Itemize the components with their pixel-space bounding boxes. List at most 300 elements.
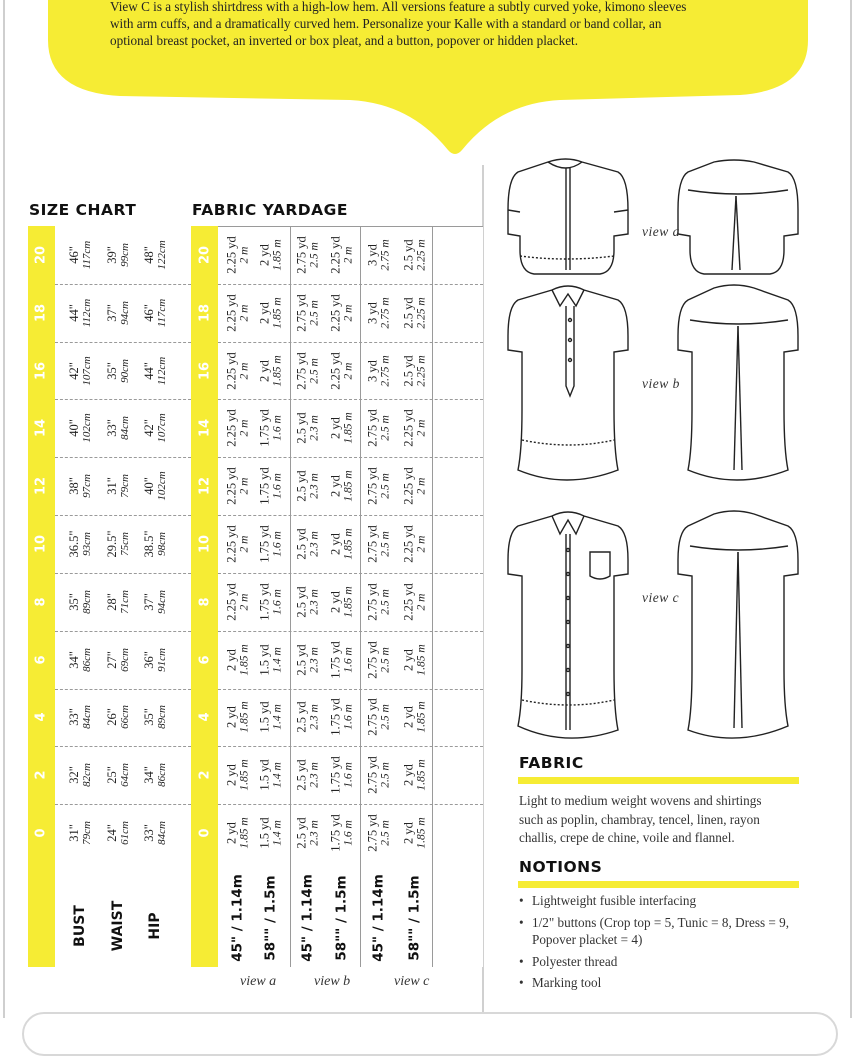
size-yardage-table bbox=[28, 226, 483, 967]
yardage-yards: 2.25 yd bbox=[224, 583, 239, 621]
measurement-cm: 69cm bbox=[118, 647, 131, 672]
yardage-cell bbox=[259, 410, 284, 448]
yardage-cell bbox=[330, 586, 355, 617]
measurement-cm: 64cm bbox=[118, 763, 131, 788]
yardage-meters: 2.25 m bbox=[415, 297, 427, 329]
row-divider bbox=[55, 689, 191, 690]
row-divider bbox=[55, 284, 191, 285]
measurement-inches: 48" bbox=[141, 246, 156, 264]
yardage-yards: 2 yd bbox=[401, 706, 416, 729]
view-divider bbox=[432, 226, 433, 967]
measurement-cm: 117cm bbox=[80, 240, 93, 270]
measurement-inches: 38.5" bbox=[141, 530, 156, 558]
measurement-inches: 39" bbox=[104, 246, 119, 264]
yardage-cell bbox=[403, 297, 428, 328]
yardage-yards: 2.25 yd bbox=[224, 409, 239, 448]
measurement-cell bbox=[106, 706, 131, 730]
yardage-cell bbox=[226, 644, 251, 675]
fabric-yardage-heading: FABRIC YARDAGE bbox=[192, 201, 348, 219]
yardage-yards: 2.25 yd bbox=[401, 409, 416, 448]
yardage-meters: 2.3 m bbox=[308, 531, 320, 557]
size-number: 8 bbox=[33, 597, 49, 607]
measurement-inches: 31" bbox=[66, 824, 81, 842]
yardage-yards: 2.25 yd bbox=[224, 236, 239, 274]
yardage-yards: 1.5 yd bbox=[257, 817, 272, 849]
fabric-width-label: 58"" / 1.5m bbox=[333, 875, 350, 961]
yardage-yards: 1.75 yd bbox=[328, 814, 343, 852]
yardage-cell bbox=[296, 294, 321, 332]
measurement-inches: 37" bbox=[104, 303, 119, 322]
notions-item: • 1/2" buttons (Crop top = 5, Tunic = 8, Dress = 9, Popover placket = 4) bbox=[519, 914, 809, 949]
notions-item: • Polyester thread bbox=[519, 953, 809, 971]
yardage-yards: 2.75 yd bbox=[365, 698, 380, 737]
view-b-back-illustration bbox=[678, 285, 798, 480]
measurement-inches: 25" bbox=[104, 766, 119, 785]
yardage-meters: 2.75 m bbox=[379, 239, 391, 271]
yardage-size-number: 18 bbox=[197, 303, 213, 322]
notions-rule bbox=[518, 881, 799, 888]
yardage-meters: 2.75 m bbox=[379, 354, 391, 387]
yardage-yards: 2.25 yd bbox=[401, 583, 416, 621]
yardage-cell bbox=[259, 355, 284, 386]
measurement-cm: 90cm bbox=[118, 358, 131, 383]
intro-line: with arm cuffs, and a dramatically curved hem. Personalize your Kalle with a standard or band collar, an bbox=[110, 16, 662, 31]
yardage-meters: 1.6 m bbox=[342, 762, 354, 789]
measurement-cell bbox=[106, 531, 131, 558]
yardage-cell bbox=[330, 699, 355, 737]
measurement-cell bbox=[143, 298, 168, 327]
yardage-size-number: 16 bbox=[197, 361, 213, 380]
measurement-cm: 71cm bbox=[118, 589, 131, 614]
intro-line: optional breast pocket, an inverted or box pleat, and a button, popover or hidden placket. bbox=[110, 33, 579, 48]
measurement-inches: 42" bbox=[66, 361, 81, 380]
measurement-cm: 94cm bbox=[118, 300, 131, 325]
size-number: 16 bbox=[33, 361, 49, 380]
measurement-cm: 94cm bbox=[155, 589, 168, 614]
yardage-yards: 2.75 yd bbox=[365, 525, 380, 563]
measurement-cell bbox=[143, 240, 168, 269]
view-b-label: view b bbox=[314, 974, 351, 989]
row-divider bbox=[55, 399, 191, 400]
yardage-meters: 1.85 m bbox=[271, 354, 283, 387]
size-number: 2 bbox=[33, 770, 49, 780]
measurement-cell bbox=[68, 356, 93, 385]
yardage-yards: 3 yd bbox=[365, 243, 380, 266]
yardage-yards: 1.75 yd bbox=[257, 525, 272, 563]
measurement-cell bbox=[106, 763, 131, 787]
yardage-yards: 1.5 yd bbox=[257, 701, 272, 734]
measurement-cm: 117cm bbox=[155, 298, 168, 327]
yardage-yards: 2.5 yd bbox=[294, 528, 309, 560]
measurement-cell bbox=[68, 590, 93, 614]
view-b-front-illustration bbox=[508, 286, 628, 480]
fabric-width-label: 45" / 1.14m bbox=[370, 874, 387, 962]
size-number: 18 bbox=[33, 303, 49, 322]
yardage-meters: 1.85 m bbox=[415, 643, 427, 676]
row-divider bbox=[218, 457, 483, 458]
yardage-meters: 2.25 m bbox=[415, 354, 427, 387]
view-a-label: view a bbox=[240, 974, 277, 989]
view-a-back-illustration bbox=[678, 160, 798, 274]
yardage-cell bbox=[226, 410, 251, 448]
yardage-cell bbox=[367, 699, 392, 737]
yardage-cell bbox=[330, 471, 355, 502]
row-divider bbox=[218, 226, 483, 227]
yardage-size-number: 0 bbox=[197, 828, 213, 838]
measurement-inches: 33" bbox=[66, 708, 81, 727]
row-divider bbox=[55, 631, 191, 632]
yardage-size-number: 4 bbox=[197, 712, 213, 722]
measurement-cm: 84cm bbox=[118, 416, 131, 441]
garment-view-a-label: view a bbox=[642, 224, 680, 239]
yardage-yards: 2 yd bbox=[224, 822, 239, 845]
notions-heading: NOTIONS bbox=[519, 858, 603, 876]
yardage-yards: 2 yd bbox=[401, 648, 416, 671]
yardage-yards: 2.75 yd bbox=[294, 236, 309, 274]
measurement-inches: 46" bbox=[66, 246, 81, 264]
row-divider bbox=[218, 573, 483, 574]
yardage-meters: 2 m bbox=[415, 477, 427, 495]
yardage-yards: 2 yd bbox=[401, 822, 416, 845]
yardage-cell bbox=[259, 583, 284, 621]
yardage-cell bbox=[296, 586, 321, 617]
measurement-inches: 36.5" bbox=[66, 530, 81, 558]
yardage-size-number: 6 bbox=[197, 655, 213, 665]
yardage-yards: 2.25 yd bbox=[328, 351, 343, 390]
fabric-width-label: 45" / 1.14m bbox=[229, 874, 246, 962]
yardage-size-number: 10 bbox=[197, 534, 213, 554]
yardage-cell bbox=[259, 239, 284, 270]
yardage-cell bbox=[403, 410, 428, 448]
yardage-cell bbox=[296, 528, 321, 559]
measurement-cell bbox=[143, 414, 168, 443]
yardage-meters: 2.25 m bbox=[415, 239, 427, 271]
yardage-yards: 1.75 yd bbox=[328, 756, 343, 795]
row-divider bbox=[218, 689, 483, 690]
yardage-meters: 2.5 m bbox=[308, 357, 320, 384]
yardage-yards: 2.5 yd bbox=[294, 586, 309, 618]
yardage-cell bbox=[403, 644, 428, 675]
yardage-yards: 2 yd bbox=[328, 417, 343, 440]
yardage-meters: 2.5 m bbox=[308, 242, 320, 268]
yardage-yards: 1.75 yd bbox=[328, 698, 343, 737]
yardage-meters: 2.5 m bbox=[379, 646, 391, 673]
yardage-meters: 1.85 m bbox=[342, 586, 354, 618]
measurement-cm: 84cm bbox=[155, 821, 168, 845]
yardage-yards: 1.75 yd bbox=[328, 640, 343, 679]
yardage-cell bbox=[367, 355, 392, 386]
yardage-yards: 2.75 yd bbox=[365, 814, 380, 852]
yardage-cell bbox=[259, 817, 284, 848]
measurement-cell bbox=[106, 416, 131, 440]
measurement-cm: 93cm bbox=[80, 532, 93, 556]
measurement-cell bbox=[106, 648, 131, 672]
yardage-yards: 2.75 yd bbox=[365, 640, 380, 679]
yardage-cell bbox=[330, 641, 355, 679]
measurement-inches: 27" bbox=[104, 650, 119, 669]
yardage-cell bbox=[226, 525, 251, 563]
measurement-inches: 26" bbox=[104, 708, 119, 727]
measurement-cell bbox=[106, 359, 131, 383]
measurement-inches: 42" bbox=[141, 419, 156, 438]
yardage-meters: 2.5 m bbox=[379, 762, 391, 789]
yardage-cell bbox=[330, 294, 355, 332]
yardage-meters: 1.6 m bbox=[271, 473, 283, 499]
yardage-cell bbox=[367, 757, 392, 795]
yardage-cell bbox=[330, 757, 355, 795]
yardage-cell bbox=[367, 297, 392, 328]
yardage-meters: 2 m bbox=[238, 419, 250, 437]
yardage-meters: 1.85 m bbox=[342, 528, 354, 560]
size-number: 20 bbox=[33, 245, 49, 264]
view-a-front-illustration bbox=[508, 159, 628, 274]
yardage-meters: 2.5 m bbox=[308, 299, 320, 326]
measurement-cell bbox=[68, 821, 93, 845]
yardage-meters: 2 m bbox=[415, 419, 427, 437]
measurement-inches: 35" bbox=[66, 593, 81, 611]
measurement-cm: 97cm bbox=[80, 474, 93, 499]
row-divider bbox=[218, 746, 483, 747]
measurement-cm: 102cm bbox=[80, 413, 93, 444]
yardage-yards: 2 yd bbox=[257, 301, 272, 324]
yardage-size-number: 2 bbox=[197, 770, 213, 780]
measurement-cm: 98cm bbox=[155, 532, 168, 556]
yardage-yards: 2 yd bbox=[257, 243, 272, 266]
measurement-cell bbox=[68, 706, 93, 730]
yardage-yards: 3 yd bbox=[365, 301, 380, 324]
notions-item: • Lightweight fusible interfacing bbox=[519, 892, 809, 910]
yardage-meters: 1.6 m bbox=[271, 531, 283, 557]
yardage-meters: 2.3 m bbox=[308, 589, 320, 615]
measurement-inches: 28" bbox=[104, 593, 119, 611]
measurement-cm: 122cm bbox=[155, 240, 168, 270]
row-divider bbox=[218, 284, 483, 285]
yardage-meters: 1.6 m bbox=[342, 704, 354, 731]
measurement-cell bbox=[143, 356, 168, 385]
measurement-inches: 29.5" bbox=[104, 530, 119, 558]
yardage-cell bbox=[296, 471, 321, 502]
notions-list bbox=[519, 892, 809, 996]
measurement-cm: 82cm bbox=[80, 763, 93, 788]
measurement-inches: 40" bbox=[141, 477, 156, 495]
measurement-cm: 112cm bbox=[80, 298, 93, 327]
yardage-meters: 1.6 m bbox=[271, 415, 283, 442]
yardage-meters: 2.3 m bbox=[308, 820, 320, 846]
yardage-size-number: 14 bbox=[197, 419, 213, 438]
size-number: 4 bbox=[33, 712, 49, 722]
view-c-label: view c bbox=[394, 974, 430, 989]
yardage-meters: 2 m bbox=[342, 362, 354, 379]
yardage-cell bbox=[296, 352, 321, 390]
yardage-cell bbox=[296, 413, 321, 444]
garment-view-b-label: view b bbox=[642, 376, 680, 391]
yardage-size-number: 8 bbox=[197, 597, 213, 607]
measurement-inches: 32" bbox=[66, 766, 81, 785]
yardage-cell bbox=[330, 352, 355, 390]
yardage-yards: 2 yd bbox=[328, 533, 343, 555]
yardage-meters: 1.4 m bbox=[271, 820, 283, 846]
yardage-meters: 1.6 m bbox=[271, 589, 283, 615]
measurement-inches: 35" bbox=[141, 708, 156, 727]
yardage-yards: 2.25 yd bbox=[401, 467, 416, 505]
yardage-cell bbox=[403, 760, 428, 791]
yardage-yards: 1.5 yd bbox=[257, 759, 272, 791]
measurement-cell bbox=[68, 414, 93, 443]
row-divider bbox=[55, 457, 191, 458]
yardage-yards: 2.75 yd bbox=[365, 467, 380, 505]
fabric-rule bbox=[518, 777, 799, 784]
size-number: 14 bbox=[33, 419, 49, 438]
yardage-cell bbox=[403, 467, 428, 505]
yardage-cell bbox=[367, 467, 392, 505]
measurement-cm: 89cm bbox=[155, 705, 168, 730]
fabric-line: such as poplin, chambray, tencel, linen, rayon bbox=[519, 811, 760, 827]
yardage-yards: 2.25 yd bbox=[328, 236, 343, 274]
size-number: 10 bbox=[33, 534, 49, 554]
measurement-cell bbox=[68, 648, 93, 672]
yardage-yards: 2 yd bbox=[328, 475, 343, 498]
yardage-meters: 2.5 m bbox=[379, 820, 391, 846]
measurement-inches: 35" bbox=[104, 361, 119, 380]
size-chart-row-label: BUST bbox=[72, 905, 88, 947]
yardage-yards: 1.75 yd bbox=[257, 583, 272, 621]
yardage-yards: 3 yd bbox=[365, 359, 380, 382]
measurement-cell bbox=[68, 474, 93, 498]
yardage-cell bbox=[226, 817, 251, 848]
measurement-inches: 24" bbox=[104, 824, 119, 842]
yardage-cell bbox=[296, 644, 321, 675]
yardage-meters: 2 m bbox=[415, 593, 427, 611]
yardage-cell bbox=[367, 641, 392, 679]
yardage-meters: 2 m bbox=[342, 246, 354, 264]
yardage-meters: 1.85 m bbox=[238, 701, 250, 734]
yardage-cell bbox=[226, 467, 251, 505]
size-chart-heading: SIZE CHART bbox=[29, 201, 137, 219]
measurement-cell bbox=[68, 531, 93, 558]
fabric-heading: FABRIC bbox=[519, 754, 584, 772]
measurement-inches: 34" bbox=[66, 650, 81, 669]
row-divider bbox=[218, 804, 483, 805]
yardage-cell bbox=[403, 702, 428, 733]
yardage-meters: 2.3 m bbox=[308, 473, 320, 499]
yardage-meters: 2.5 m bbox=[379, 473, 391, 499]
yardage-yards: 2.5 yd bbox=[294, 701, 309, 734]
view-c-front-illustration bbox=[508, 512, 628, 738]
measurement-cm: 79cm bbox=[118, 474, 131, 499]
view-divider bbox=[290, 226, 291, 967]
yardage-meters: 2.5 m bbox=[379, 589, 391, 615]
garment-view-c-label: view c bbox=[642, 590, 680, 605]
yardage-yards: 1.75 yd bbox=[257, 467, 272, 505]
yardage-yards: 2 yd bbox=[257, 359, 272, 382]
measurement-cell bbox=[68, 241, 93, 270]
measurement-inches: 40" bbox=[66, 419, 81, 438]
yardage-yards: 2.5 yd bbox=[401, 239, 416, 271]
yardage-yards: 2 yd bbox=[224, 706, 239, 729]
yardage-cell bbox=[367, 410, 392, 448]
yardage-cell bbox=[296, 702, 321, 733]
yardage-meters: 2 m bbox=[238, 593, 250, 611]
measurement-inches: 33" bbox=[104, 419, 119, 438]
measurement-cell bbox=[143, 531, 168, 558]
yardage-meters: 2 m bbox=[415, 535, 427, 553]
measurement-cm: 102cm bbox=[155, 471, 168, 501]
yardage-cell bbox=[403, 583, 428, 621]
row-divider bbox=[55, 515, 191, 516]
row-divider bbox=[55, 342, 191, 343]
notions-item: • Marking tool bbox=[519, 974, 809, 992]
yardage-cell bbox=[330, 528, 355, 559]
intro-line: View C is a stylish shirtdress with a high-low hem. All versions feature a subtly curved yoke, kimono sleeves bbox=[110, 0, 687, 14]
measurement-inches: 31" bbox=[104, 477, 119, 495]
view-c-back-illustration bbox=[678, 511, 798, 738]
yardage-cell bbox=[226, 236, 251, 274]
yardage-cell bbox=[226, 294, 251, 332]
yardage-yards: 2 yd bbox=[224, 648, 239, 671]
yardage-cell bbox=[367, 583, 392, 621]
yardage-yards: 2.25 yd bbox=[224, 293, 239, 332]
yardage-yards: 2.75 yd bbox=[365, 756, 380, 795]
measurement-cm: 86cm bbox=[80, 647, 93, 672]
intro-text bbox=[110, 0, 770, 49]
yardage-yards: 2.5 yd bbox=[294, 644, 309, 676]
yardage-yards: 2 yd bbox=[224, 764, 239, 787]
measurement-inches: 34" bbox=[141, 766, 156, 785]
measurement-inches: 46" bbox=[141, 303, 156, 322]
yardage-yards: 2 yd bbox=[328, 590, 343, 613]
fabric-width-label: 58"" / 1.5m bbox=[262, 875, 279, 961]
yardage-meters: 1.4 m bbox=[271, 646, 283, 673]
yardage-yards: 1.5 yd bbox=[257, 644, 272, 676]
measurement-cell bbox=[143, 821, 168, 845]
yardage-cell bbox=[367, 525, 392, 563]
yardage-meters: 1.85 m bbox=[342, 470, 354, 502]
yardage-meters: 2.5 m bbox=[379, 415, 391, 442]
size-number: 0 bbox=[33, 828, 49, 838]
yardage-meters: 2.5 m bbox=[379, 704, 391, 731]
yardage-cell bbox=[330, 236, 355, 274]
yardage-cell bbox=[403, 817, 428, 848]
yardage-meters: 2.3 m bbox=[308, 415, 320, 442]
yardage-meters: 2 m bbox=[342, 304, 354, 322]
row-divider bbox=[218, 342, 483, 343]
yardage-cell bbox=[259, 297, 284, 328]
row-divider bbox=[218, 515, 483, 516]
measurement-inches: 33" bbox=[141, 824, 156, 842]
measurement-cell bbox=[106, 474, 131, 498]
measurement-cm: 79cm bbox=[80, 821, 93, 845]
yardage-cell bbox=[226, 583, 251, 621]
measurement-cm: 107cm bbox=[155, 413, 168, 444]
yardage-cell bbox=[296, 817, 321, 848]
yardage-cell bbox=[330, 413, 355, 444]
yardage-yards: 2.75 yd bbox=[365, 409, 380, 448]
yardage-cell bbox=[259, 467, 284, 505]
measurement-cm: 91cm bbox=[155, 647, 168, 672]
measurement-inches: 44" bbox=[66, 303, 81, 322]
garment-illustrations bbox=[500, 150, 820, 750]
yardage-meters: 1.85 m bbox=[238, 817, 250, 849]
yardage-meters: 2 m bbox=[238, 535, 250, 553]
measurement-cm: 84cm bbox=[80, 705, 93, 730]
measurement-cell bbox=[143, 648, 168, 672]
measurement-inches: 38" bbox=[66, 477, 81, 495]
yardage-yards: 2.75 yd bbox=[294, 351, 309, 390]
fabric-width-label: 45" / 1.14m bbox=[299, 874, 316, 962]
yardage-meters: 1.6 m bbox=[342, 646, 354, 673]
yardage-yards: 2.25 yd bbox=[224, 351, 239, 390]
yardage-meters: 1.6 m bbox=[342, 820, 354, 846]
